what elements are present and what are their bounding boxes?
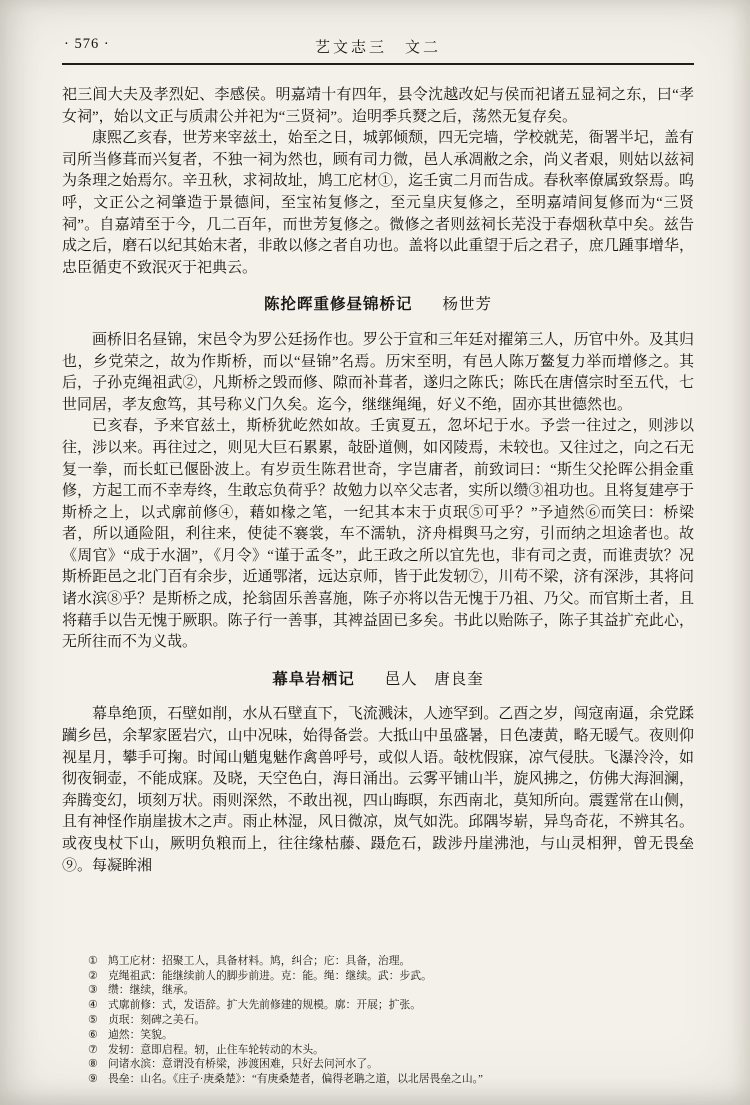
footnote-number: ⑦: [88, 1043, 98, 1056]
footnote-text: 鸠工庀材：招聚工人，具备材料。鸠，纠合；庀：具备，治理。: [108, 954, 411, 967]
paragraph-kangxi: 康熙乙亥春，世芳来宰兹土，始至之日，城郭倾颓，四无完墙，学校就芜，衙署半圮，盖有司所当修葺而兴复者，不独一祠为然也，顾有司力微，邑人承凋敝之余，尚义者艰，则姑以兹祠为条理之始焉尔。辛丑秋，求祠故址，鸠工庀材①，迄壬寅二月而告成。春秋率僚属致祭焉。呜呼，文正公之祠肇造于景德间，至宝祐复修之，至元皇庆复修之，至明嘉靖间复修而为“三贤祠”。自嘉靖至于今，几二百年，而世芳复修之。微修之者则兹祠长芜没于春烟秋草中矣。兹告成之后，磨石以纪其始末者，非敢以修之者自功也。盖将以此重望于后之君子，庶几踵事增华，忠臣循吏不致泯灭于祀典云。: [62, 130, 694, 276]
footnote-item: [88, 1028, 692, 1043]
header-divider: [62, 63, 694, 65]
footnote-item: [88, 1013, 692, 1028]
footnote-number: ④: [88, 999, 98, 1012]
section1-title-text: 陈抡晖重修昼锦桥记: [263, 296, 413, 314]
section-title-mufu-record: [62, 669, 694, 691]
body-text: [62, 85, 694, 877]
section1-author: 杨世芳: [442, 296, 493, 314]
section2-title-text: 幕阜岩栖记: [272, 670, 355, 688]
paragraph-jihai: 已亥春，予来官兹土，斯桥犹屹然如故。壬寅夏五，忽坏圮于水。予尝一往过之，则涉以往，涉以来。再往过之，则见大巨石累累，敧卧道侧，如冈陵焉，未较也。又往过之，向之石无复一拳，而长虹已偃卧波上。有岁贡生陈君世奇，字岂庸者，前致词曰：“斯生父抡晖公捐金重修，方起工而不幸寿终，生敢忘负荷乎？故勉力以卒父志者，实所以缵③祖功也。且将复建亭于斯桥之上，以式廓前修④，藉如椽之笔，一纪其本末于贞珉⑤可乎？”予逌然⑥而笑曰：桥梁者，所以通险阻，利往来，使徒不褰裳，车不濡轨，济舟楫舆马之穷，引而纳之坦途者也。故《周官》“成于水涸”，《月令》“谨于孟冬”，此王政之所以宜先也，非有司之责，而谁责欤？况斯桥距邑之北门百有余步，近通鄂渚，远达京师，皆于此发轫⑦，川苟不梁，济有深涉，其将问诸水滨⑧乎？是斯桥之成，抡翁固乐善喜施，陈子亦将以告无愧于乃祖、乃父。而官斯土者，且将藉手以告无愧于厥职。陈子行一善事，其裨益固已多矣。书此以贻陈子，陈子其益扩充此心，无所往而不为义哉。: [62, 418, 694, 651]
footnote-item: [88, 1072, 692, 1087]
footnote-item: [88, 1057, 692, 1072]
footnote-text: 发轫：意即启程。轫，止住车轮转动的木头。: [108, 1043, 324, 1056]
running-head-title: 艺文志三 文二: [314, 40, 441, 56]
footnotes-block: [88, 954, 692, 1087]
footnote-text: 逌然：笑貌。: [108, 1028, 173, 1041]
footnote-text: 缵：继续，继承。: [108, 984, 195, 997]
section2-byline: 邑人 唐良奎: [384, 670, 484, 688]
footnote-number: ⑤: [88, 1014, 98, 1027]
paragraph-mufu: 幕阜绝顶，石壁如削，水从石壁直下，飞流溅沫，人迹罕到。乙酉之岁，闯寇南逼，余党蹂躏乡邑，余挈家匿岩穴，山中况味，始得备尝。大抵山中虽盛暑，日色凄黄，略无暖气。夜则仰视星月，攀手可掬。时闻山魈鬼魅作禽兽呼号，或似人语。敧枕假寐，凉气侵肤。飞瀑泠泠，如彻夜铜壶，不能成寐。及晓，天空色白，海日涌出。云雾平铺山半，旋风拂之，仿佛大海洄澜，奔腾变幻，顷刻万状。雨则深然，不敢出视，四山晦暝，东西南北，莫知所向。震霆常在山侧，且有神怪作崩崖拔木之声。雨止林湿，风日微凉，岚气如洗。邱隅岑崭，异鸟奇花，不辨其名。或夜曳杖下山，厥明负粮而上，往往缘枯藤、蹑危石，跋涉丹崖沸池，与山灵相狎，曾无畏垒⑨。每凝眸湘: [62, 706, 694, 874]
footnote-number: ③: [88, 984, 98, 997]
footnote-text: 式廓前修：式，发语辞。扩大先前修建的规模。廓：开展；扩张。: [108, 999, 422, 1012]
footnote-item: [88, 969, 692, 984]
footnote-number: ①: [88, 954, 98, 967]
footnote-number: ⑥: [88, 1028, 98, 1041]
footnote-number: ②: [88, 969, 98, 982]
footnote-item: [88, 998, 692, 1013]
page-header: [62, 36, 694, 58]
page-number: · 576 ·: [64, 36, 110, 52]
footnote-number: ⑧: [88, 1058, 98, 1071]
footnote-text: 问诸水滨：意谓没有桥梁，涉渡困难，只好去问河水了。: [108, 1058, 378, 1071]
paragraph-opening-continued: 祀三闾大夫及孝烈妃、李感侯。明嘉靖十有四年，县令沈越改妃与侯而祀诸五显祠之东，曰“孝女祠”，始以文正与质肃公并祀为“三贤祠”。迨明季兵燹之后，荡然无复存矣。: [62, 87, 694, 125]
footnote-item: [88, 983, 692, 998]
footnote-number: ⑨: [88, 1073, 98, 1086]
footnote-item: [88, 954, 692, 969]
section-title-bridge-record: [62, 294, 694, 316]
footnote-text: 克绳祖武：能继续前人的脚步前进。克：能。绳：继续。武：步武。: [108, 969, 432, 982]
footnote-text: 贞珉：刻碑之美石。: [108, 1014, 206, 1027]
footnote-text: 畏垒：山名。《庄子·庚桑楚》：“有庚桑楚者，偏得老聃之道，以北居畏垒之山。”: [108, 1073, 483, 1086]
footnote-item: [88, 1043, 692, 1058]
paragraph-huaqiao: 画桥旧名昼锦，宋邑令为罗公廷扬作也。罗公于宣和三年廷对擢第三人，历官中外。及其归也，乡党荣之，故为作斯桥，而以“昼锦”名焉。历宋至明，有邑人陈万鳌复力举而增修之。其后，子孙克绳祖武②，凡斯桥之毁而修、隙而补葺者，遂归之陈氏；陈氏在唐僖宗时至五代，七世同居，孝友愈笃，其号称义门久矣。迄今，继继绳绳，好义不绝，固亦其世德然也。: [62, 331, 694, 413]
